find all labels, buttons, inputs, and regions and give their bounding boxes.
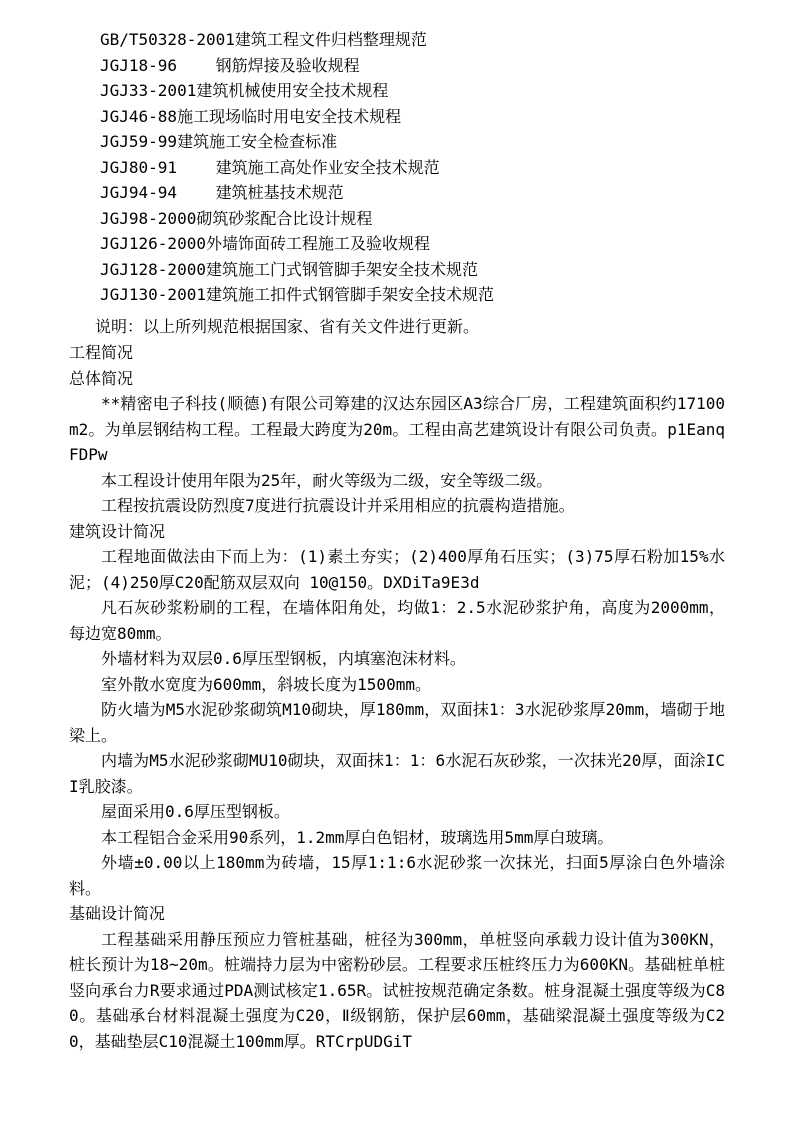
project-overview bbox=[69, 340, 725, 1054]
section-heading: 工程简况 bbox=[69, 343, 134, 362]
standard-item: JGJ80-91 建筑施工高处作业安全技术规范 bbox=[100, 157, 440, 177]
standard-item: JGJ33-2001建筑机械使用安全技术规程 bbox=[100, 81, 389, 100]
paragraph: 屋面采用0.6厚压型钢板。 bbox=[101, 802, 290, 821]
standard-item: JGJ130-2001建筑施工扣件式钢管脚手架安全技术规范 bbox=[100, 285, 494, 304]
paragraph: 防火墙为M5水泥砂浆砌筑M10砌块，厚180mm，双面抹1：3水泥砂浆厚20mm，墙砌于地梁上。 bbox=[69, 700, 725, 745]
paragraph: 本工程设计使用年限为25年，耐火等级为二级，安全等级二级。 bbox=[101, 470, 553, 490]
standard-item: JGJ126-2000外墙饰面砖工程施工及验收规程 bbox=[100, 234, 430, 253]
paragraph: 外墙±0.00以上180mm为砖墙，15厚1:1:6水泥砂浆一次抹光，扫面5厚涂白色外墙涂料。 bbox=[69, 853, 725, 898]
note-text: 说明：以上所列规范根据国家、省有关文件进行更新。 bbox=[95, 317, 480, 336]
standards-list bbox=[100, 27, 780, 308]
paragraph: 外墙材料为双层0.6厚压型钢板，内填塞泡沫材料。 bbox=[101, 649, 466, 668]
paragraph: 工程地面做法由下而上为：(1)素土夯实；(2)400厚角石压实；(3)75厚石粉加15%水泥；(4)250厚C20配筋双层双向 10@150。DXDiTa9E3d bbox=[69, 547, 725, 592]
paragraph: 凡石灰砂浆粉刷的工程，在墙体阳角处，均做1：2.5水泥砂浆护角，高度为2000mm，每边宽80mm。 bbox=[69, 598, 725, 643]
paragraph: **精密电子科技(顺德)有限公司筹建的汉达东园区A3综合厂房，工程建筑面积约17100m2。为单层钢结构工程。工程最大跨度为20m。工程由高艺建筑设计有限公司负责。p1EanqFDPw bbox=[69, 394, 725, 464]
subsection-heading: 基础设计简况 bbox=[69, 904, 166, 923]
standard-item: GB/T50328-2001建筑工程文件归档整理规范 bbox=[100, 30, 427, 49]
standard-item: JGJ59-99建筑施工安全检查标准 bbox=[100, 132, 338, 151]
standard-item: JGJ128-2000建筑施工门式钢管脚手架安全技术规范 bbox=[100, 259, 478, 279]
subsection-heading: 建筑设计简况 bbox=[69, 521, 166, 541]
paragraph: 工程按抗震设防烈度7度进行抗震设计并采用相应的抗震构造措施。 bbox=[101, 496, 575, 515]
standard-item: JGJ46-88施工现场临时用电安全技术规程 bbox=[100, 106, 402, 126]
standard-item: JGJ98-2000砌筑砂浆配合比设计规程 bbox=[100, 208, 373, 228]
paragraph: 室外散水宽度为600mm，斜坡长度为1500mm。 bbox=[101, 674, 431, 694]
subsection-heading: 总体简况 bbox=[69, 368, 134, 388]
standard-item: JGJ18-96 钢筋焊接及验收规程 bbox=[100, 55, 360, 75]
paragraph: 本工程铝合金采用90系列，1.2mm厚白色铝材，玻璃选用5mm厚白玻璃。 bbox=[101, 827, 614, 847]
standard-item: JGJ94-94 建筑桩基技术规范 bbox=[100, 183, 344, 202]
paragraph: 工程基础采用静压预应力管桩基础，桩径为300mm，单桩竖向承载力设计值为300KN，桩长预计为18~20m。桩端持力层为中密粉砂层。工程要求压桩终压力为600KN。基础桩单桩竖向承台力R要求通过PDA测试核定1.65R。试桩按规范确定条数。桩身混凝土强度等级为C80。基础承台材料混凝土强度为C20，Ⅱ级钢筋，保护层60mm，基础梁混凝土强度等级为C20，基础垫层C10混凝土100mm厚。RTCrpUDGiT bbox=[69, 929, 725, 1051]
paragraph: 内墙为M5水泥砂浆砌MU10砌块，双面抹1：1：6水泥石灰砂浆，一次抹光20厚，面涂ICI乳胶漆。 bbox=[69, 751, 725, 796]
